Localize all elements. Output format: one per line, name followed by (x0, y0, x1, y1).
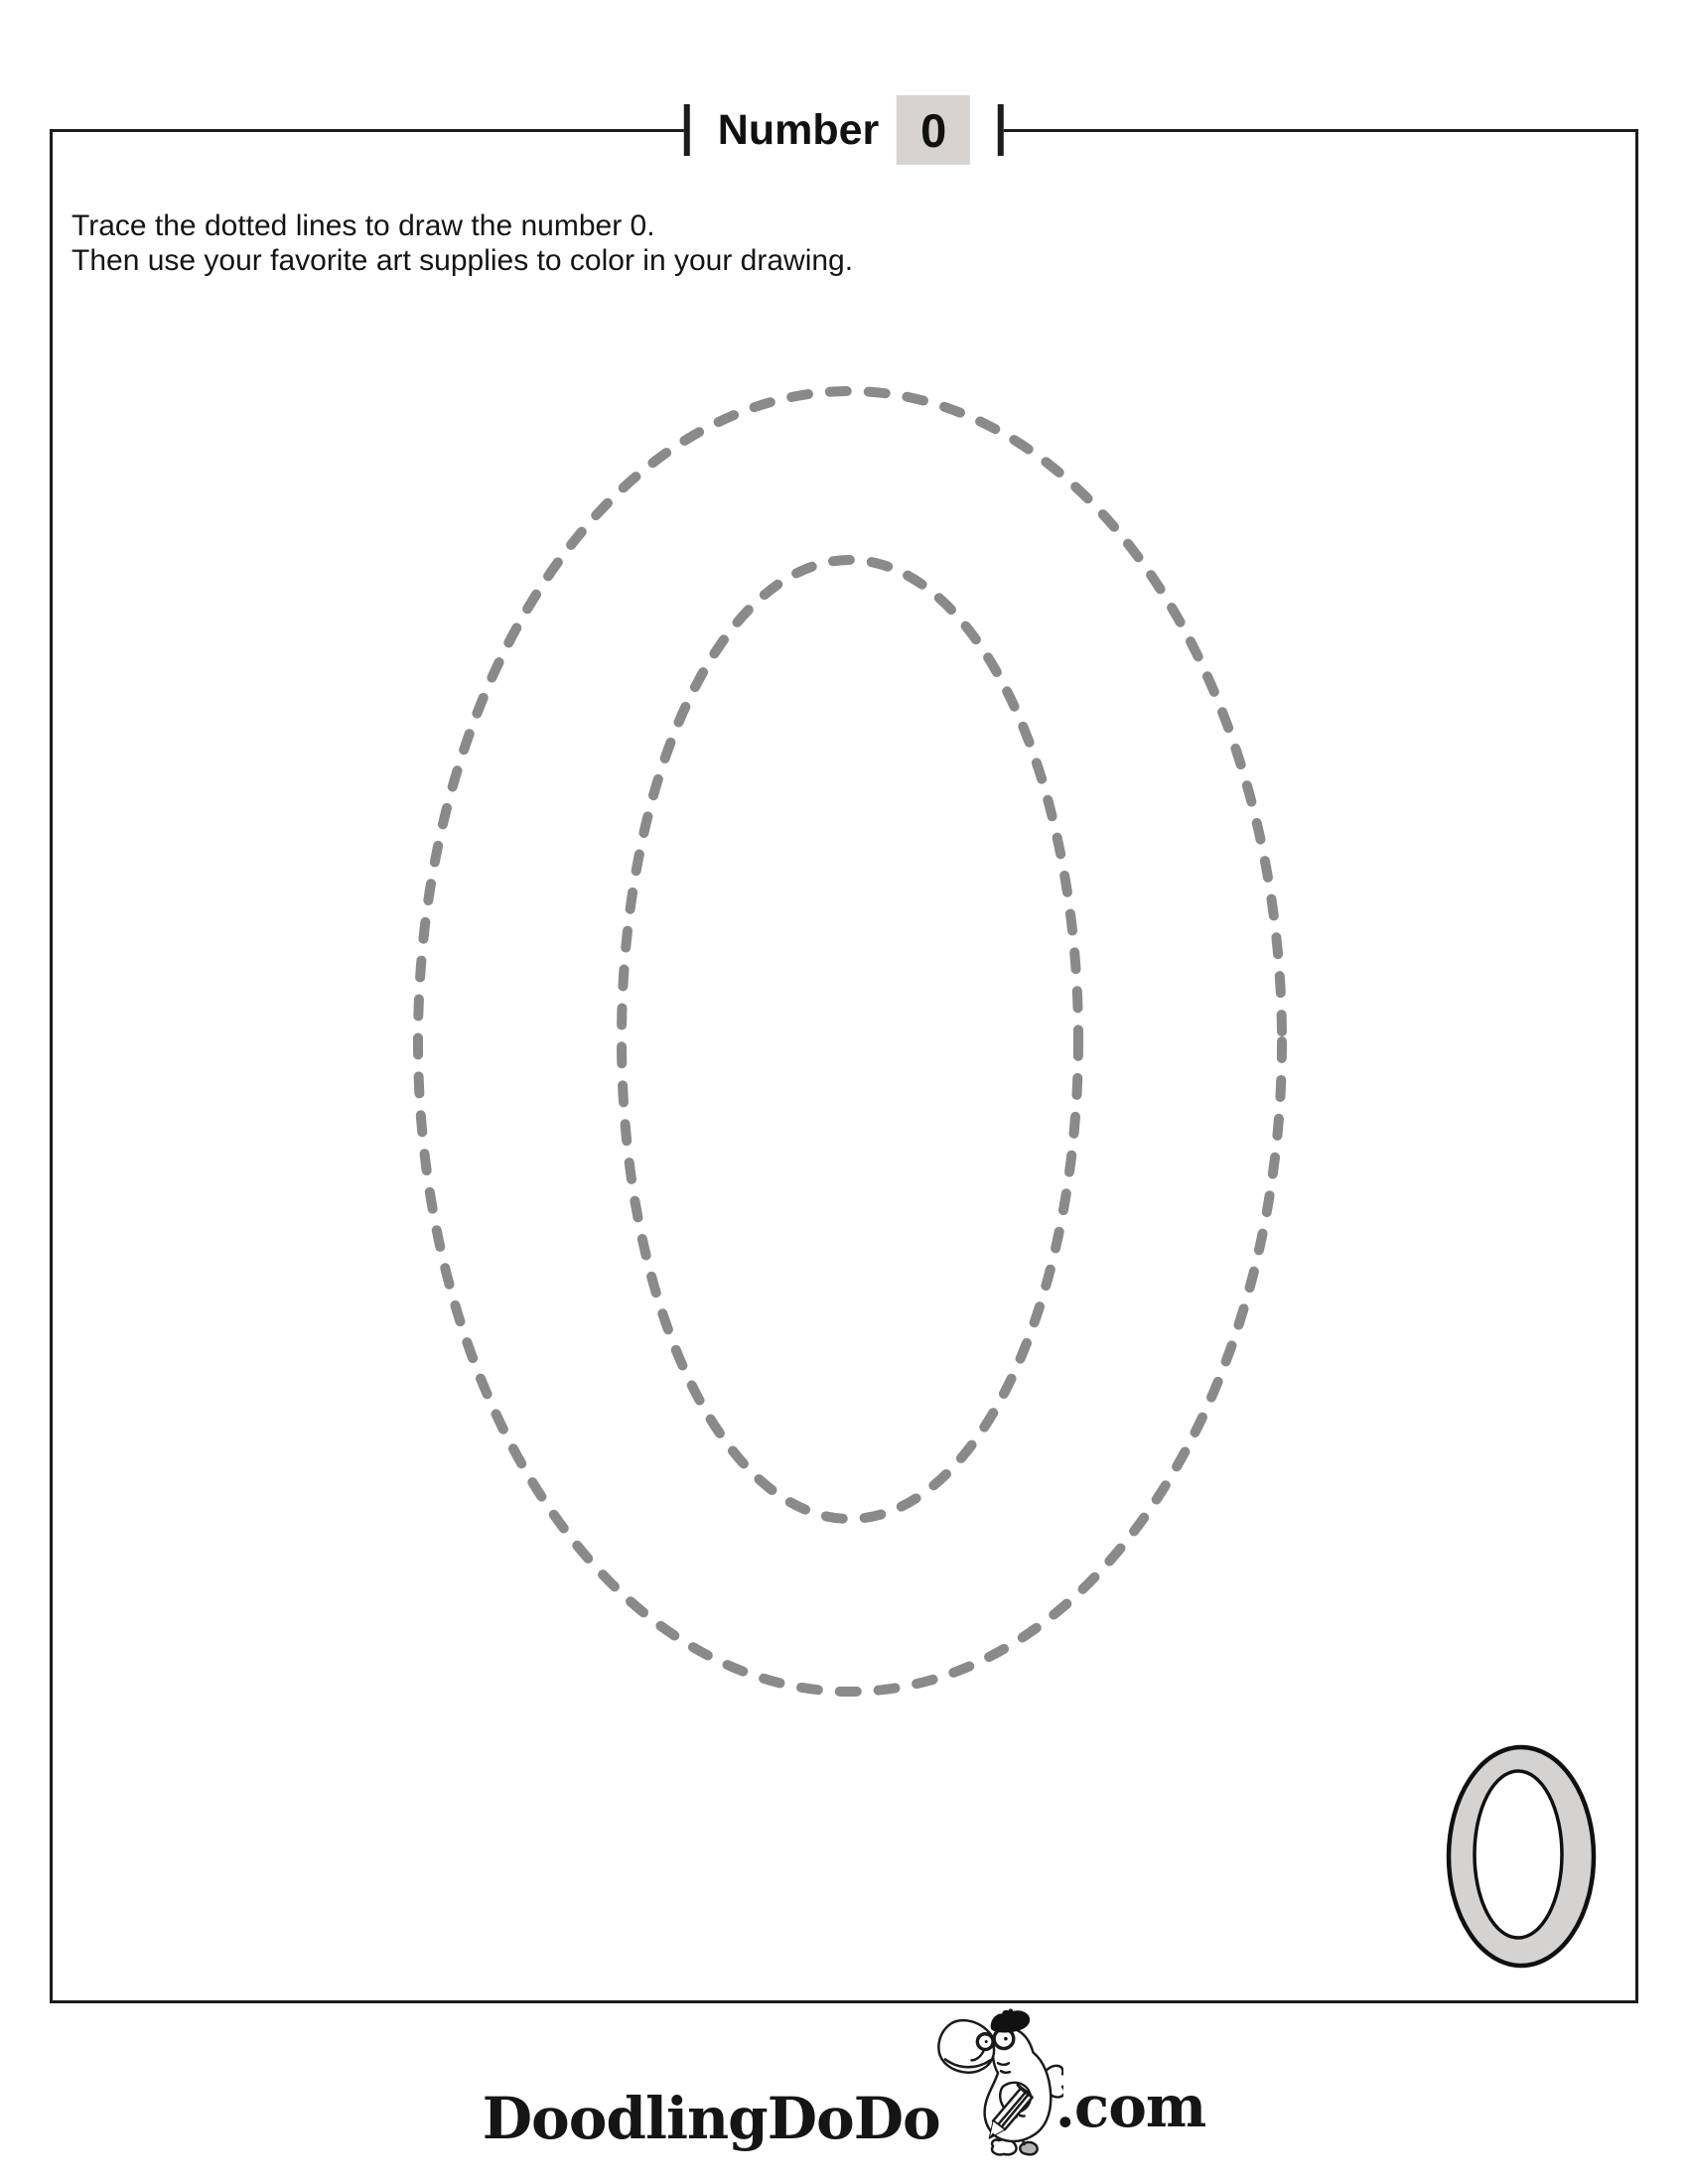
reference-glyph-counter (1475, 1771, 1562, 1938)
footer-brand (0, 2007, 1688, 2158)
dodo-mascot-icon (936, 2007, 1063, 2158)
title-number-box: 0 (897, 95, 970, 165)
brand-domain-suffix: .com (1055, 2073, 1206, 2140)
title-word: Number (717, 106, 880, 154)
trace-outline-outer (418, 391, 1282, 1692)
instructions-line-2: Then use your favorite art supplies to color in your drawing. (71, 244, 854, 277)
instructions (71, 208, 853, 278)
page-title (684, 95, 1004, 165)
reference-number-glyph (1449, 1747, 1594, 1966)
instructions-line-1: Trace the dotted lines to draw the number 0. (71, 209, 655, 242)
title-tick-left (684, 104, 690, 156)
title-tick-right (998, 104, 1004, 156)
trace-outline-inner (622, 560, 1078, 1519)
brand-name: DoodlingDoDo (482, 2085, 940, 2152)
